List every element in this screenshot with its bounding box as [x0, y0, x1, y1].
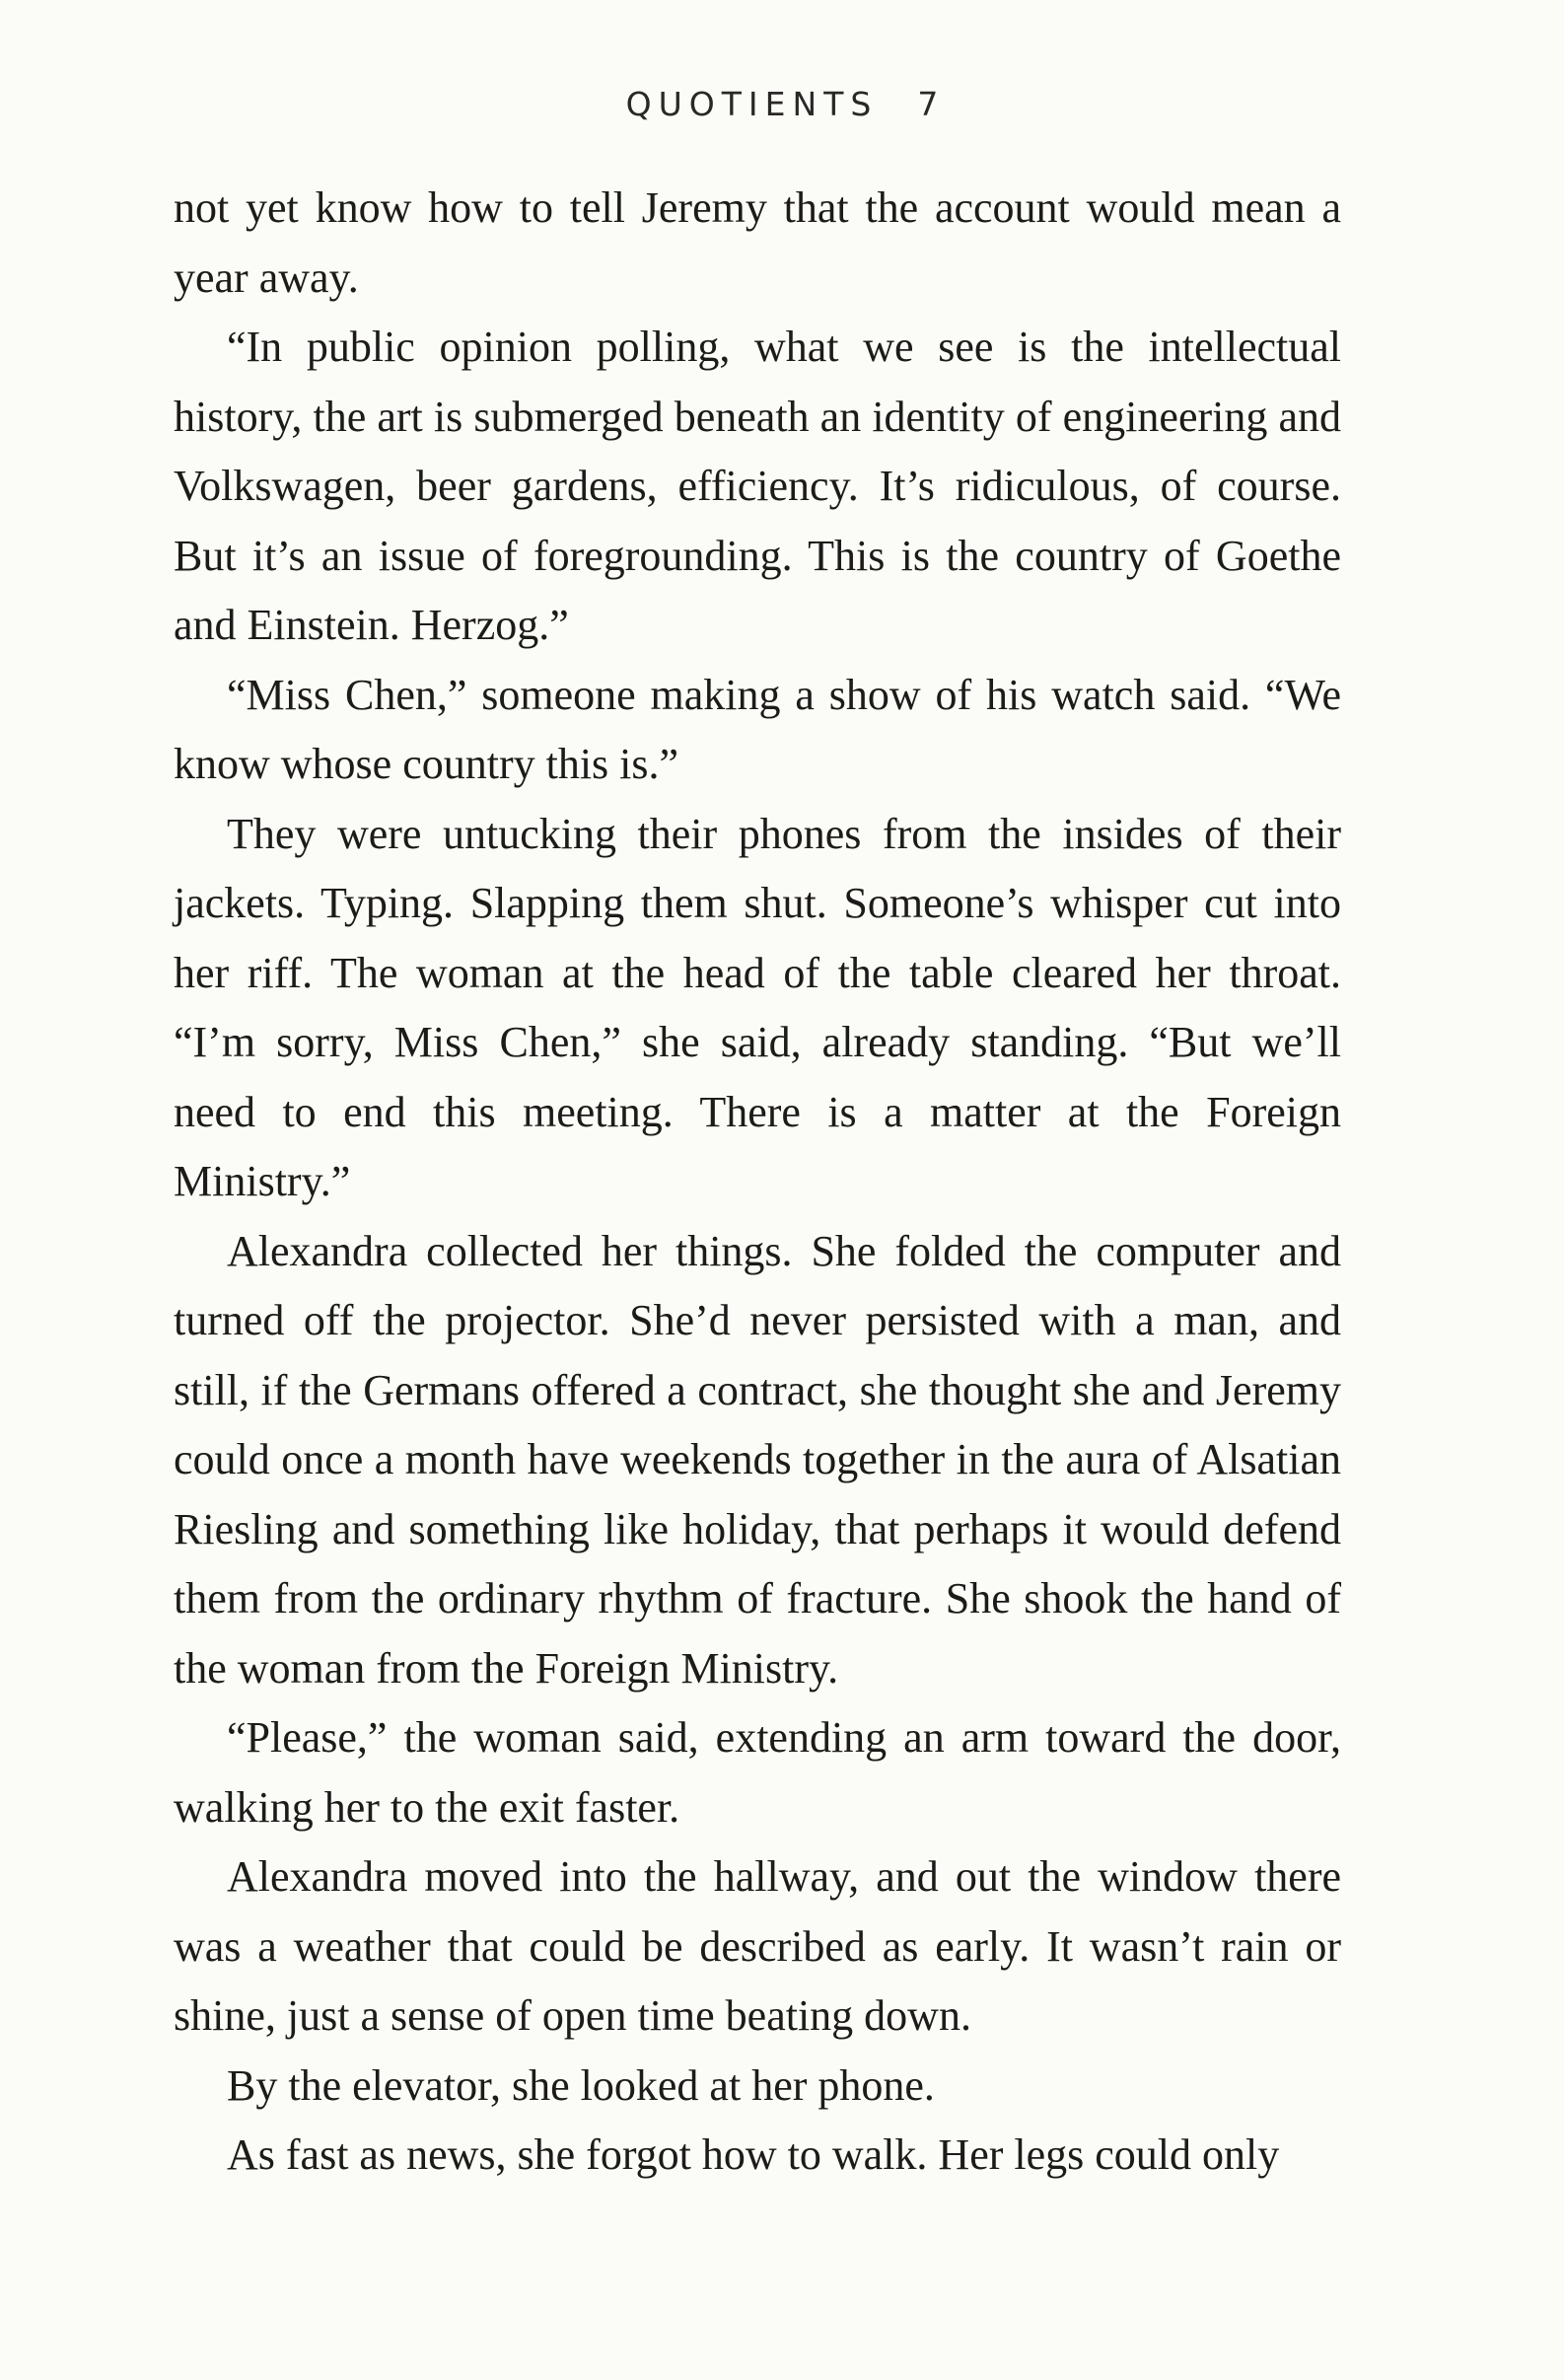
running-head-title: QUOTIENTS — [625, 85, 879, 123]
paragraph: As fast as news, she forgot how to walk. Her legs could only — [227, 2130, 1280, 2179]
running-head — [0, 85, 1564, 123]
paragraph: “Miss Chen,” someone making a show of his watch said. “We know whose country this is.” — [174, 670, 1341, 788]
page-number: 7 — [917, 85, 939, 123]
paragraph: Alexandra collected her things. She folded the computer and turned off the projector. She’d never persisted with a man, and still, if the Germans offered a contract, she thought she and Jeremy could once a month have weekends together in the aura of Alsatian Riesling and something like holiday, that perhaps it would defend them from the ordinary rhythm of fracture. She shook the hand of the woman from the Foreign Ministry. — [174, 1226, 1341, 1693]
paragraph: They were untucking their phones from the insides of their jackets. Typing. Slapping them shut. Someone’s whisper cut into her riff. The woman at the head of the table cleared her throat. “I’m sorry, Miss Chen,” she said, already standing. “But we’ll need to end this meeting. There is a matter at the Foreign Ministry.” — [174, 809, 1341, 1205]
paragraph-continued: not yet know how to tell Jeremy that the account would mean a year away. — [174, 183, 1341, 302]
paragraph: “In public opinion polling, what we see is the intellectual history, the art is submerged beneath an identity of engineering and Volkswagen, beer gardens, efficiency. It’s ridiculous, of course. But it’s an issue of foregrounding. This is the country of Goethe and Einstein. Herzog.” — [174, 323, 1341, 649]
paragraph: By the elevator, she looked at her phone. — [227, 2060, 935, 2110]
paragraph: “Please,” the woman said, extending an arm toward the door, walking her to the exit faster. — [174, 1713, 1341, 1832]
body-text — [174, 174, 1341, 2191]
paragraph: Alexandra moved into the hallway, and out the window there was a weather that could be described as early. It wasn’t rain or shine, just a sense of open time beating down. — [174, 1852, 1341, 2040]
